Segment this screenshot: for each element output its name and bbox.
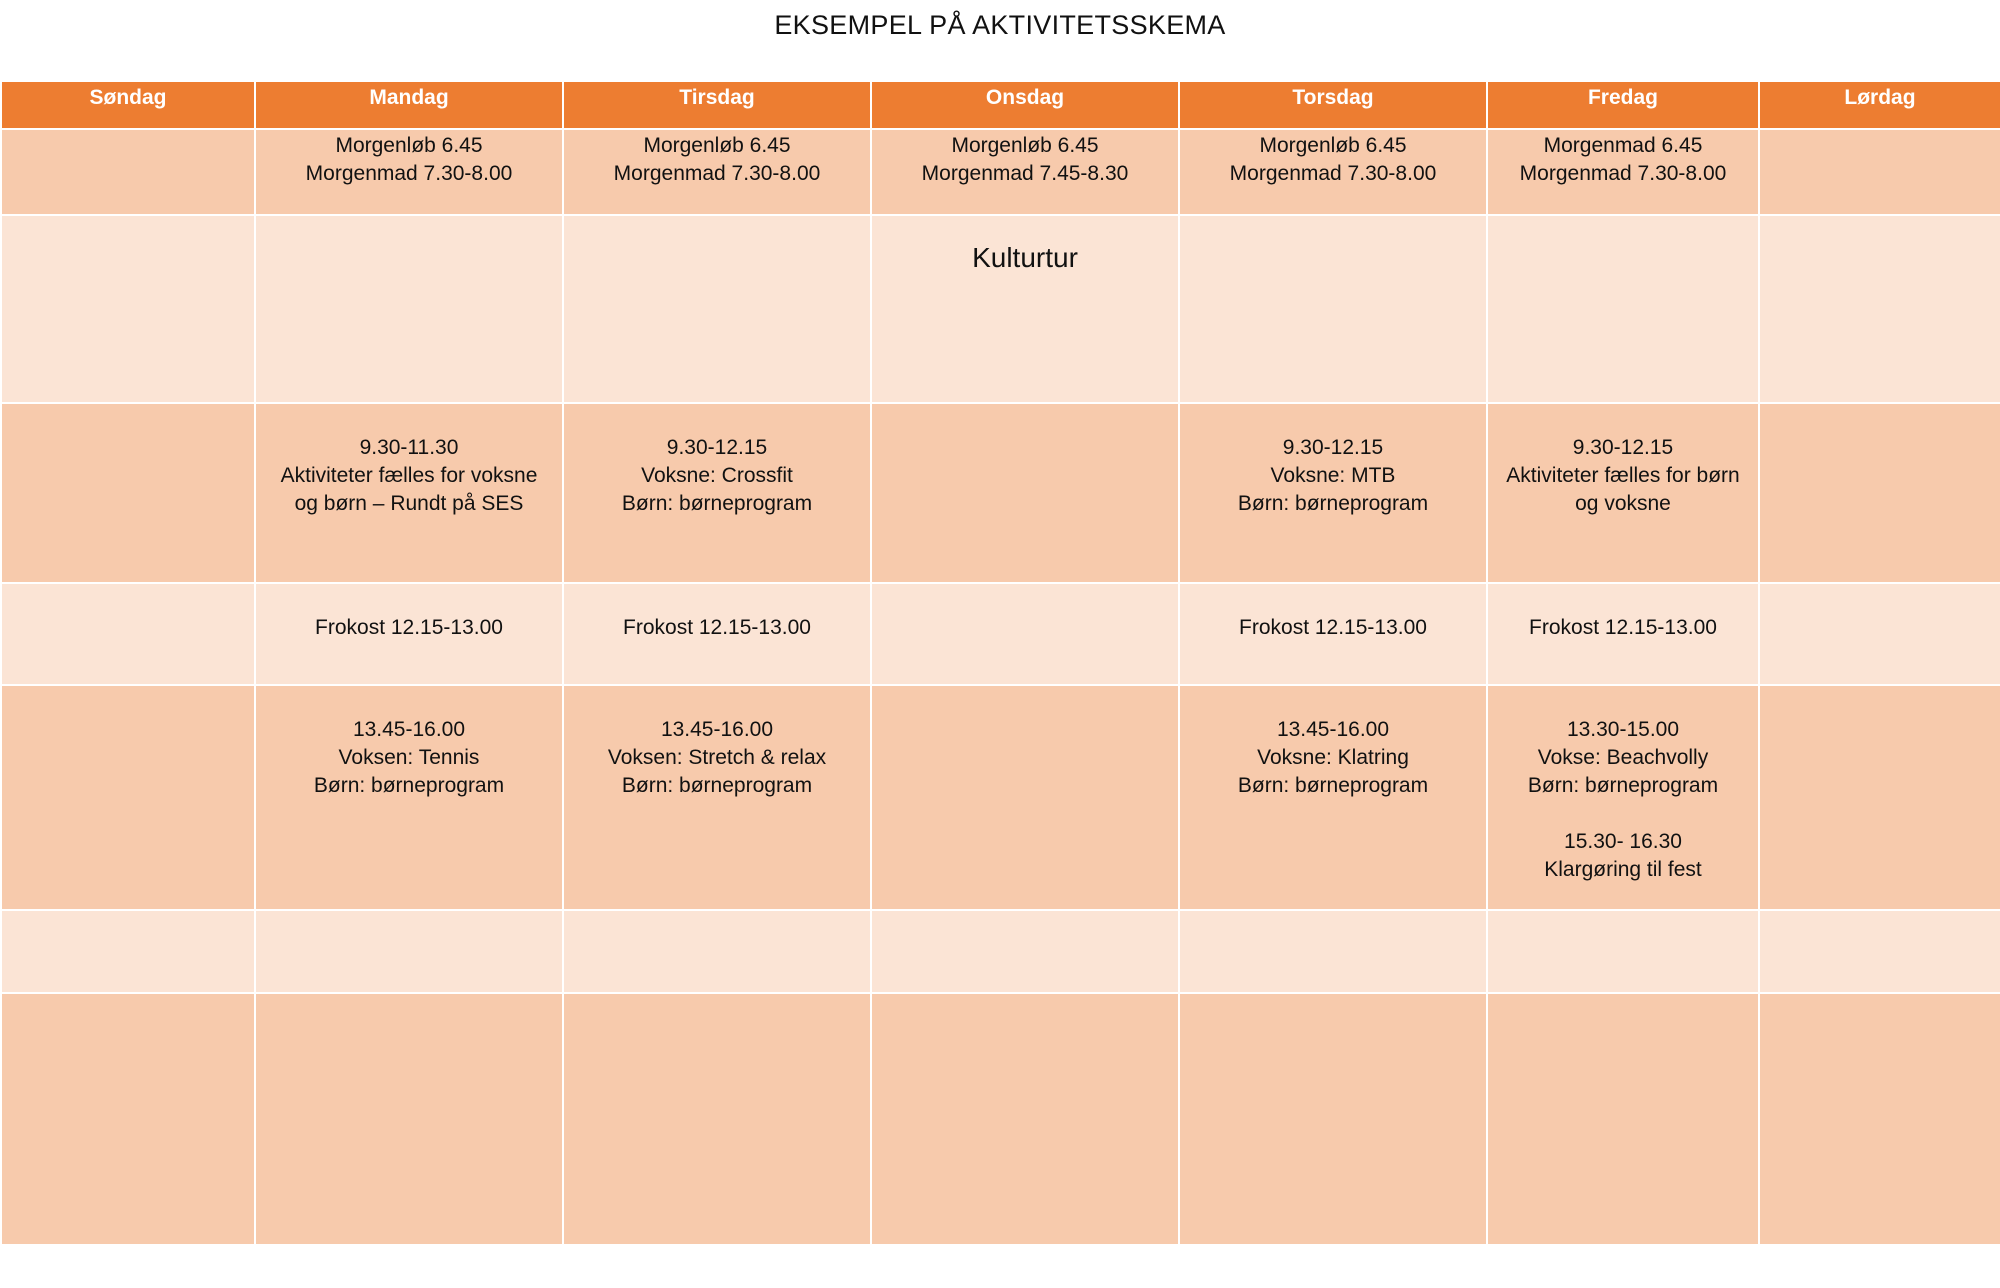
table-cell xyxy=(1759,215,2000,403)
table-cell xyxy=(563,583,871,685)
table-cell xyxy=(1759,583,2000,685)
table-cell xyxy=(871,685,1179,910)
table-cell xyxy=(1759,129,2000,215)
activity-schedule-table xyxy=(0,80,2000,1246)
table-row-empty xyxy=(1,910,2000,993)
day-header-lordag: Lørdag xyxy=(1759,81,2000,129)
header-row xyxy=(1,81,2000,129)
cell-text xyxy=(2,686,254,716)
cell-text: Morgenløb 6.45 Morgenmad 7.30-8.00 xyxy=(305,134,513,185)
cell-text: 13.45-16.00 Voksen: Stretch & relax Børn: børneprogram xyxy=(607,718,827,797)
table-cell xyxy=(1759,685,2000,910)
table-cell xyxy=(1487,583,1759,685)
table-cell xyxy=(1179,403,1487,583)
cell-text: Frokost 12.15-13.00 xyxy=(1529,616,1717,639)
page-title: EKSEMPEL PÅ AKTIVITETSSKEMA xyxy=(774,10,1226,40)
table-cell xyxy=(255,910,563,993)
table-cell xyxy=(871,583,1179,685)
cell-text: 9.30-11.30 Aktiviteter fælles for voksne og børn – Rundt på SES xyxy=(280,436,538,515)
table-cell xyxy=(563,129,871,215)
cell-text: Morgenløb 6.45 Morgenmad 7.30-8.00 xyxy=(1229,134,1437,185)
day-header-onsdag: Onsdag xyxy=(871,81,1179,129)
cell-text xyxy=(1760,686,2000,716)
table-cell xyxy=(1179,129,1487,215)
cell-text xyxy=(2,130,254,132)
cell-text xyxy=(872,404,1178,434)
cell-text: Morgenløb 6.45 Morgenmad 7.45-8.30 xyxy=(921,134,1129,185)
table-cell xyxy=(1,129,255,215)
table-cell xyxy=(1487,993,1759,1245)
cell-text xyxy=(1760,584,2000,614)
table-cell xyxy=(255,685,563,910)
table-cell xyxy=(255,215,563,403)
table-cell xyxy=(255,403,563,583)
table-row-forenoon xyxy=(1,403,2000,583)
table-cell xyxy=(1759,403,2000,583)
table-cell xyxy=(563,685,871,910)
day-header-fredag: Fredag xyxy=(1487,81,1759,129)
table-cell xyxy=(255,129,563,215)
table-row-evening xyxy=(1,993,2000,1245)
cell-text xyxy=(872,584,1178,614)
table-cell xyxy=(871,215,1179,403)
table-cell xyxy=(1,685,255,910)
table-cell xyxy=(1,993,255,1245)
cell-text: 13.30-15.00 Vokse: Beachvolly Børn: børneprogram 15.30- 16.30 Klargøring til fest xyxy=(1527,718,1719,881)
cell-text xyxy=(2,404,254,434)
table-cell xyxy=(871,403,1179,583)
table-cell xyxy=(255,583,563,685)
cell-text: Frokost 12.15-13.00 xyxy=(315,616,503,639)
day-header-tirsdag: Tirsdag xyxy=(563,81,871,129)
table-cell xyxy=(1179,215,1487,403)
table-cell xyxy=(1179,910,1487,993)
table-cell xyxy=(563,910,871,993)
table-cell xyxy=(871,910,1179,993)
table-cell xyxy=(1,910,255,993)
table-cell xyxy=(563,993,871,1245)
table-row-lunch xyxy=(1,583,2000,685)
day-header-sondag: Søndag xyxy=(1,81,255,129)
table-cell xyxy=(1179,583,1487,685)
table-cell xyxy=(563,403,871,583)
cell-text: 9.30-12.15 Voksne: Crossfit Børn: børneprogram xyxy=(621,436,813,515)
table-cell xyxy=(255,993,563,1245)
cell-text: 13.45-16.00 Voksne: Klatring Børn: børneprogram xyxy=(1237,718,1429,797)
table-cell xyxy=(871,129,1179,215)
cell-text: Morgenløb 6.45 Morgenmad 7.30-8.00 xyxy=(613,134,821,185)
table-cell xyxy=(1487,910,1759,993)
table-cell xyxy=(1179,685,1487,910)
cell-text: Frokost 12.15-13.00 xyxy=(623,616,811,639)
table-cell xyxy=(1487,215,1759,403)
day-header-torsdag: Torsdag xyxy=(1179,81,1487,129)
table-cell xyxy=(1759,910,2000,993)
table-cell xyxy=(871,993,1179,1245)
cell-text: 9.30-12.15 Aktiviteter fælles for børn og voksne xyxy=(1506,436,1740,515)
table-row-culture xyxy=(1,215,2000,403)
cell-text xyxy=(1760,404,2000,434)
cell-text: 13.45-16.00 Voksen: Tennis Børn: børneprogram xyxy=(313,718,505,797)
cell-text: Frokost 12.15-13.00 xyxy=(1239,616,1427,639)
cell-text: Morgenmad 6.45 Morgenmad 7.30-8.00 xyxy=(1519,134,1727,185)
cell-text xyxy=(872,686,1178,716)
table-cell xyxy=(1,403,255,583)
table-row-morning xyxy=(1,129,2000,215)
table-cell xyxy=(1487,129,1759,215)
day-header-mandag: Mandag xyxy=(255,81,563,129)
table-row-afternoon xyxy=(1,685,2000,910)
cell-text: 9.30-12.15 Voksne: MTB Børn: børneprogram xyxy=(1237,436,1429,515)
table-cell xyxy=(563,215,871,403)
cell-text: Kulturtur xyxy=(972,242,1078,273)
table-cell xyxy=(1487,403,1759,583)
cell-text xyxy=(2,584,254,614)
cell-text xyxy=(1760,130,2000,132)
table-cell xyxy=(1,583,255,685)
table-cell xyxy=(1,215,255,403)
table-cell xyxy=(1179,993,1487,1245)
table-cell xyxy=(1487,685,1759,910)
table-cell xyxy=(1759,993,2000,1245)
